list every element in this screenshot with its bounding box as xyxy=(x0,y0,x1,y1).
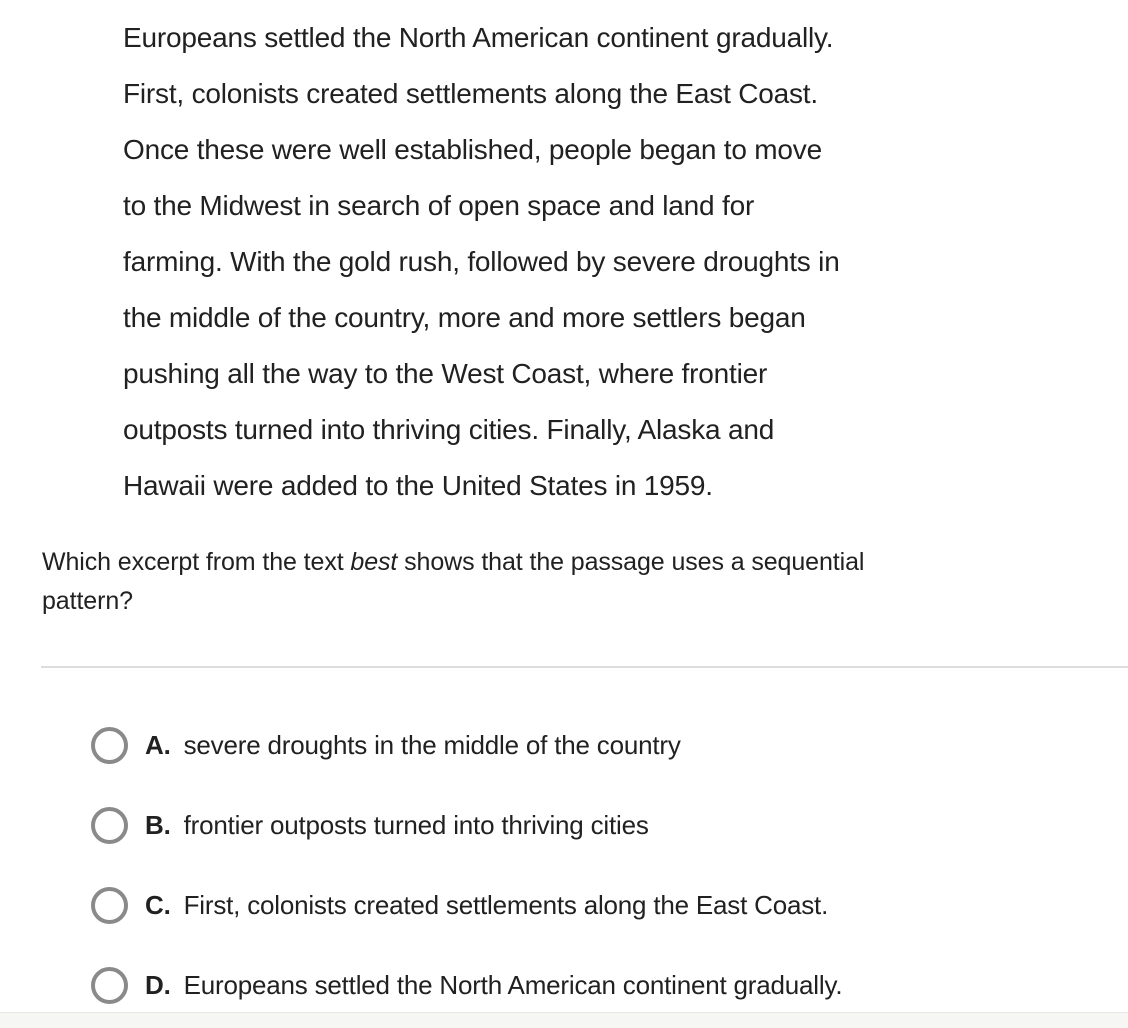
answer-option-a[interactable] xyxy=(91,727,681,764)
radio-button-b[interactable] xyxy=(91,807,128,844)
question-answers-divider xyxy=(41,666,1128,668)
option-letter-d: D. xyxy=(145,970,171,1000)
passage-line: pushing all the way to the West Coast, where frontier xyxy=(123,358,768,389)
card-bottom-edge xyxy=(0,1012,1128,1028)
option-text-c: First, colonists created settlements along the East Coast. xyxy=(183,890,829,920)
passage-line: outposts turned into thriving cities. Finally, Alaska and xyxy=(123,414,775,445)
option-text-a: severe droughts in the middle of the country xyxy=(183,730,681,760)
answer-option-b[interactable] xyxy=(91,807,649,844)
passage-line: Hawaii were added to the United States in 1959. xyxy=(123,470,713,501)
question-text-post: shows that the passage uses a sequential xyxy=(397,548,865,576)
option-text-d: Europeans settled the North American continent gradually. xyxy=(183,970,843,1000)
option-letter-c: C. xyxy=(145,890,171,920)
passage-line: Europeans settled the North American continent gradually. xyxy=(123,22,834,53)
question-line-2: pattern? xyxy=(42,587,133,615)
radio-button-c[interactable] xyxy=(91,887,128,924)
answer-option-c[interactable] xyxy=(91,887,828,924)
option-text-b: frontier outposts turned into thriving cities xyxy=(183,810,649,840)
radio-button-d[interactable] xyxy=(91,967,128,1004)
passage-line: First, colonists created settlements along the East Coast. xyxy=(123,78,818,109)
question-text xyxy=(42,543,1122,621)
question-emphasis: best xyxy=(350,548,398,576)
passage-line: Once these were well established, people began to move xyxy=(123,134,822,165)
passage-line: to the Midwest in search of open space and land for xyxy=(123,190,755,221)
option-letter-a: A. xyxy=(145,730,171,760)
passage xyxy=(123,10,1083,514)
question-line-1 xyxy=(42,543,1122,582)
answer-option-d[interactable] xyxy=(91,967,842,1004)
passage-line: the middle of the country, more and more settlers began xyxy=(123,302,806,333)
radio-button-a[interactable] xyxy=(91,727,128,764)
option-letter-b: B. xyxy=(145,810,171,840)
passage-line: farming. With the gold rush, followed by severe droughts in xyxy=(123,246,840,277)
question-text-pre: Which excerpt from the text xyxy=(42,548,351,576)
